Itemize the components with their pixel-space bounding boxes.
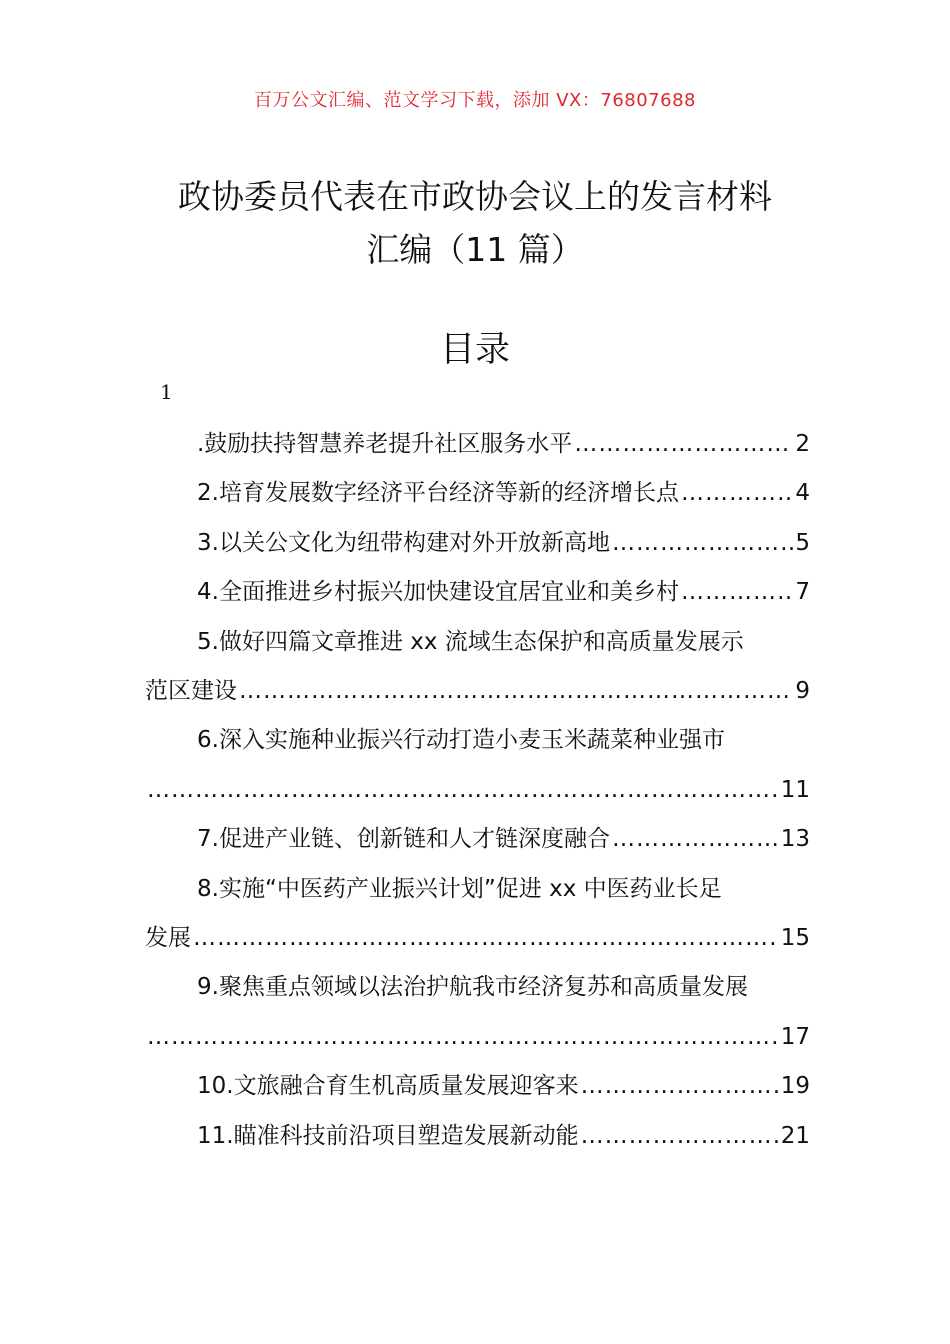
toc-page-number: 11 <box>780 776 810 803</box>
toc-page-number: 15 <box>780 925 810 952</box>
table-of-contents <box>145 420 810 1161</box>
toc-entry-title: 2.培育发展数字经济平台经济等新的经济增长点 <box>197 480 679 507</box>
toc-entry-title-line1: 9.聚焦重点领域以法治护航我市经济复苏和高质量发展 <box>197 974 748 1001</box>
toc-entry-title: 3.以关公文化为纽带构建对外开放新高地 <box>197 529 610 556</box>
toc-entry-title-line2: 发展 <box>145 925 191 952</box>
toc-entry-title-line1: 5.做好四篇文章推进 xx 流域生态保护和高质量发展示 <box>197 628 744 655</box>
toc-entry-title-line1: 6.深入实施种业振兴行动打造小麦玉米蔬菜种业强市 <box>197 727 725 754</box>
toc-entry-1[interactable] <box>145 420 810 469</box>
toc-entry-3[interactable] <box>145 519 810 568</box>
toc-page-number: 4 <box>795 480 810 507</box>
toc-leader-dots <box>681 568 793 617</box>
toc-leader-dots <box>147 766 779 815</box>
toc-leader-dots <box>581 1112 779 1161</box>
toc-page-number: 9 <box>795 678 810 705</box>
toc-entry-2[interactable] <box>145 469 810 518</box>
toc-entry-title: 10.文旅融合育生机高质量发展迎客来 <box>197 1073 579 1100</box>
toc-leader-dots <box>147 1013 779 1062</box>
toc-entry-title-line2: 范区建设 <box>145 678 237 705</box>
toc-stray-number: 1 <box>160 380 173 404</box>
toc-entry-4[interactable] <box>145 568 810 617</box>
toc-page-number: 7 <box>795 579 810 606</box>
document-title-line1: 政协委员代表在市政协会议上的发言材料 <box>178 177 772 216</box>
toc-leader-dots <box>193 914 779 963</box>
toc-entry-11[interactable] <box>145 1112 810 1161</box>
toc-entry-9[interactable] <box>145 963 810 1062</box>
toc-leader-dots <box>581 1062 779 1111</box>
toc-leader-dots <box>681 469 793 518</box>
toc-entry-title: 11.瞄准科技前沿项目塑造发展新动能 <box>197 1122 579 1149</box>
toc-page-number: 21 <box>780 1122 810 1149</box>
toc-entry-title: 7.促进产业链、创新链和人才链深度融合 <box>197 826 610 853</box>
toc-page-number: 17 <box>780 1023 810 1050</box>
toc-heading: 目录 <box>439 330 510 370</box>
document-title <box>130 170 820 276</box>
toc-page-number: 19 <box>780 1073 810 1100</box>
toc-entry-title-line1: 8.实施“中医药产业振兴计划”促进 xx 中医药业长足 <box>197 875 722 902</box>
toc-leader-dots <box>612 519 793 568</box>
toc-page-number: 2 <box>795 431 810 457</box>
toc-entry-title: .鼓励扶持智慧养老提升社区服务水平 <box>197 431 573 457</box>
toc-entry-6[interactable] <box>145 716 810 815</box>
toc-page-number: 5 <box>795 529 810 556</box>
toc-leader-dots <box>612 815 779 864</box>
document-title-line2: 汇编（11 篇） <box>366 230 584 269</box>
toc-entry-title: 4.全面推进乡村振兴加快建设宜居宜业和美乡村 <box>197 579 679 606</box>
toc-leader-dots <box>239 667 793 716</box>
toc-entry-5[interactable] <box>145 618 810 717</box>
toc-leader-dots <box>574 420 793 469</box>
toc-entry-8[interactable] <box>145 865 810 964</box>
toc-entry-7[interactable] <box>145 815 810 864</box>
toc-page-number: 13 <box>780 826 810 853</box>
watermark-header-note: 百万公文汇编、范文学习下载，添加 VX：76807688 <box>254 90 696 111</box>
toc-entry-10[interactable] <box>145 1062 810 1111</box>
